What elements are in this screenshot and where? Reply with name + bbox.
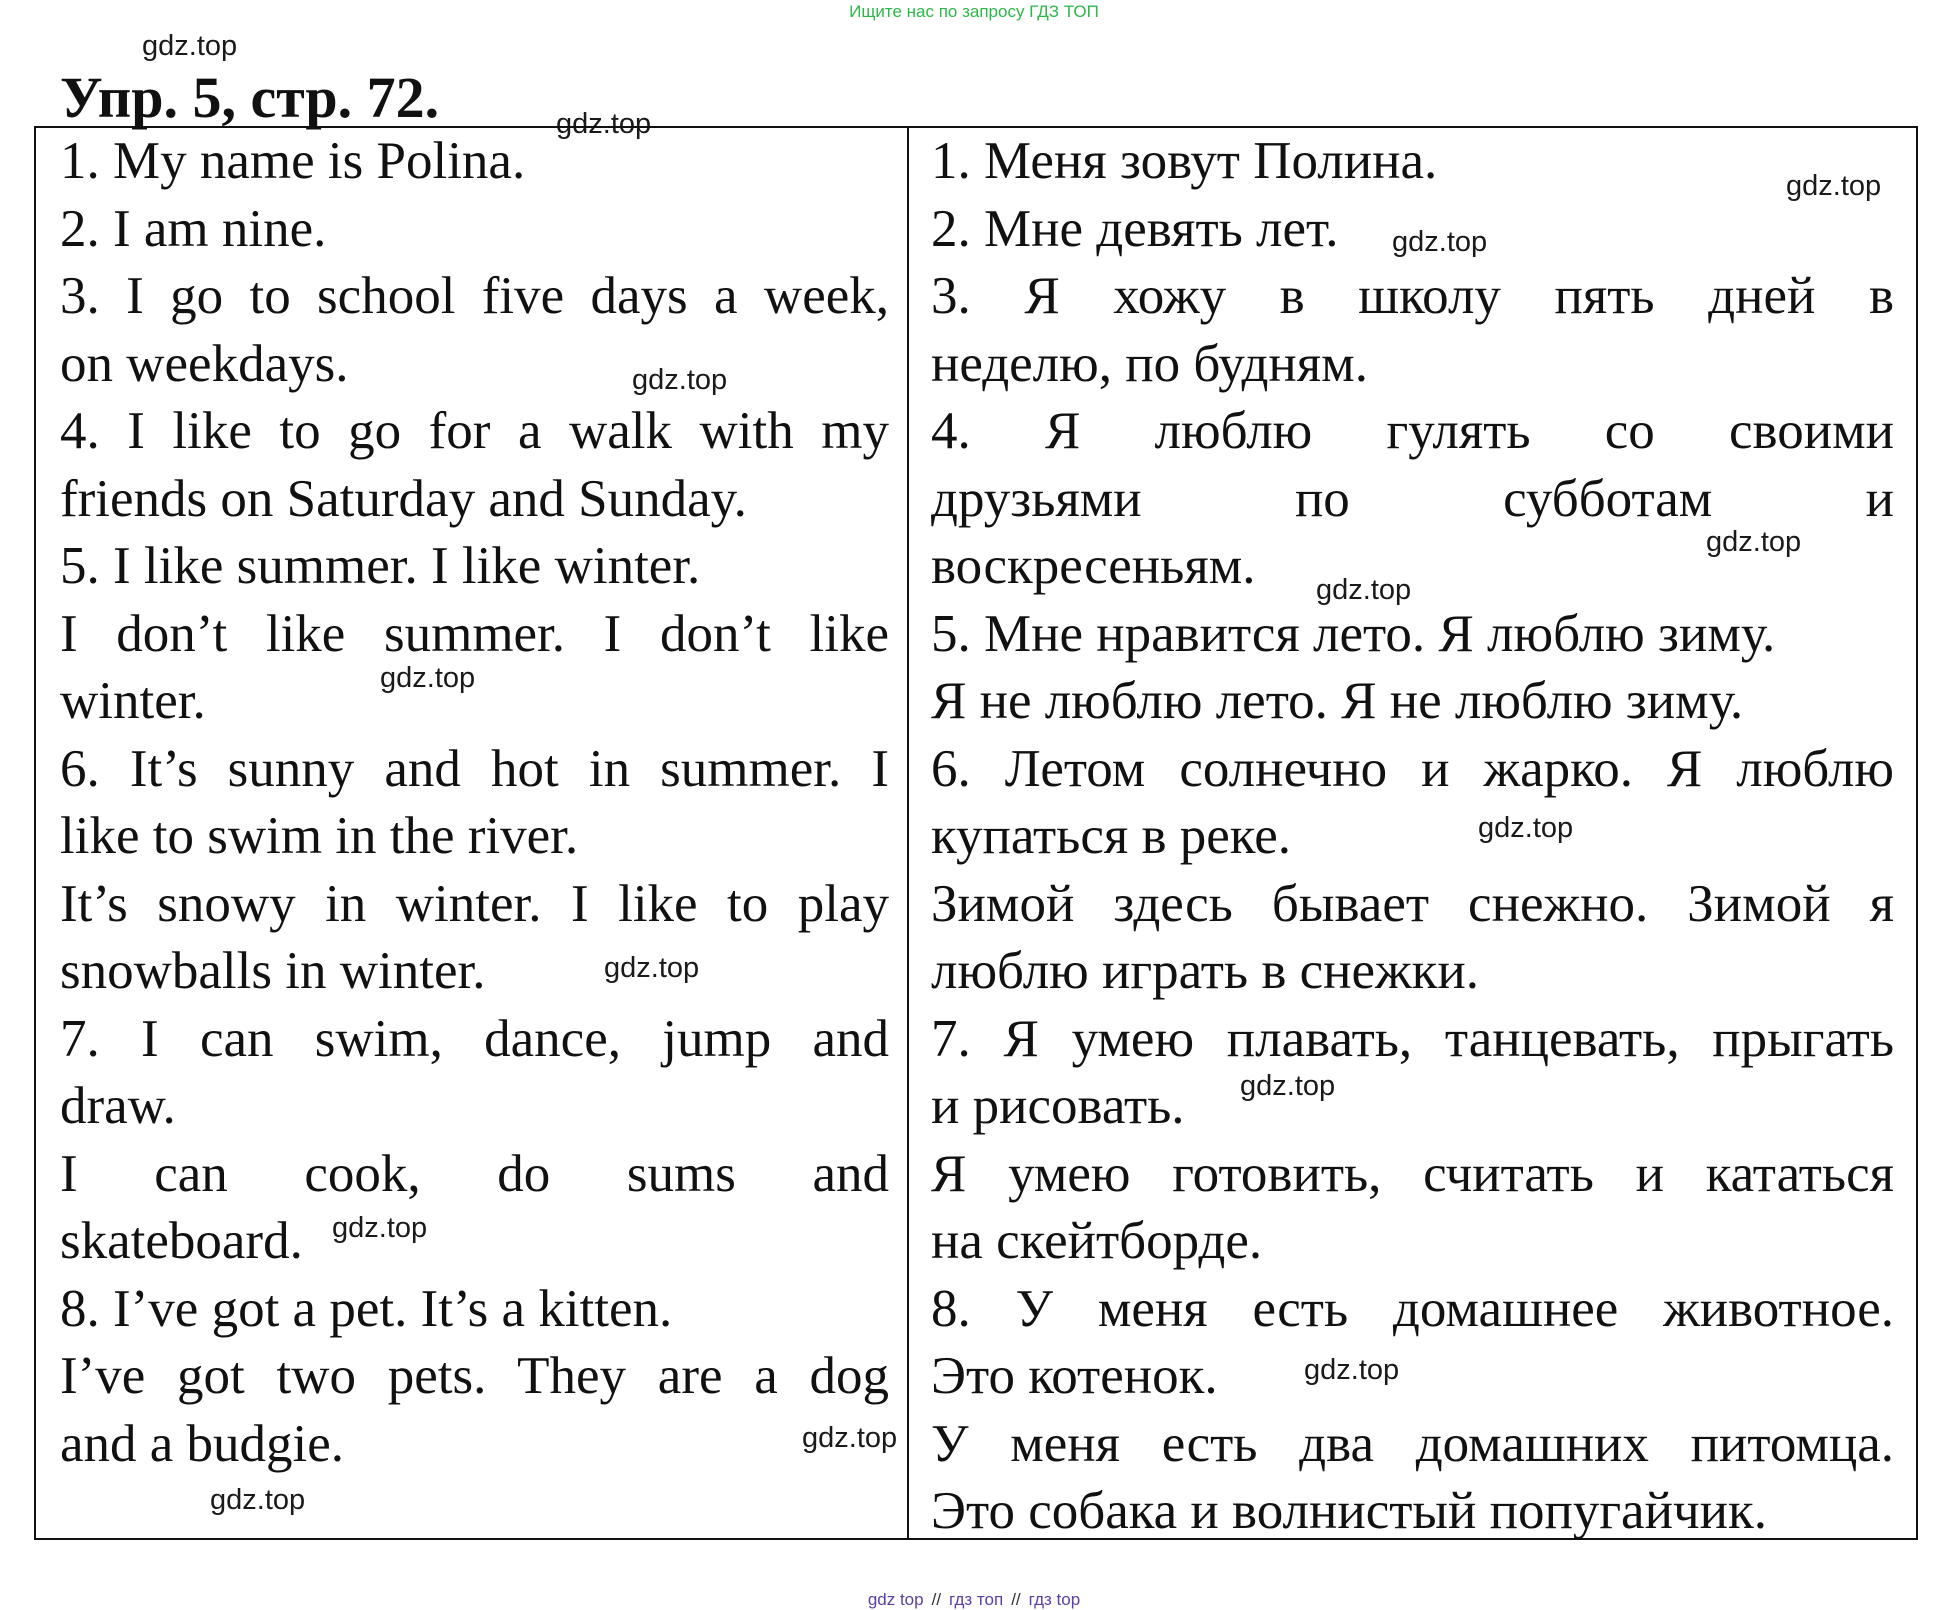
english-line: 6. It’s sunny and hot in summer. I <box>60 739 889 798</box>
russian-line: Зимой здесь бывает снежно. Зимой я <box>931 874 1894 933</box>
russian-line: и рисовать. <box>931 1077 1185 1135</box>
answer-table <box>34 126 1918 1540</box>
english-line: draw. <box>60 1077 176 1135</box>
english-line: like to swim in the river. <box>60 807 579 865</box>
watermark: gdz.top <box>632 364 728 396</box>
watermark: gdz.top <box>1304 1354 1400 1386</box>
watermark: gdz.top <box>142 30 238 62</box>
english-line: on weekdays. <box>60 334 349 393</box>
watermark: gdz.top <box>332 1212 428 1244</box>
watermark: gdz.top <box>802 1422 898 1454</box>
watermark: gdz.top <box>1786 170 1882 202</box>
footer-link[interactable]: гдз top <box>1028 1590 1081 1609</box>
russian-line: Я не люблю лето. Я не люблю зиму. <box>931 672 1744 730</box>
english-line: winter. <box>60 672 206 730</box>
russian-line: 7. Я умею плавать, танцевать, прыгать <box>931 1009 1894 1068</box>
english-line: friends on Saturday and Sunday. <box>60 469 747 528</box>
russian-line: 1. Меня зовут Полина. <box>931 132 1438 190</box>
russian-line: люблю играть в снежки. <box>931 942 1479 1000</box>
top-search-banner[interactable]: Ищите нас по запросу ГДЗ ТОП <box>849 2 1099 21</box>
russian-line: 8. У меня есть домашнее животное. <box>931 1279 1894 1338</box>
footer-separator: // <box>931 1590 942 1609</box>
english-column <box>36 128 909 1538</box>
english-line: snowballs in winter. <box>60 942 486 1000</box>
english-line: I don’t like summer. I don’t like <box>60 604 889 663</box>
russian-line: Это собака и волнистый попугайчик. <box>931 1482 1767 1540</box>
english-line: skateboard. <box>60 1212 303 1270</box>
english-line: I can cook, do sums and <box>60 1144 889 1203</box>
english-line: 7. I can swim, dance, jump and <box>60 1009 889 1068</box>
russian-line: на скейтборде. <box>931 1212 1263 1270</box>
watermark: gdz.top <box>1392 226 1488 258</box>
russian-line: 4. Я люблю гулять со своими <box>931 402 1894 460</box>
russian-line: У меня есть два домашних питомца. <box>931 1414 1894 1473</box>
english-line: I’ve got two pets. They are a dog <box>60 1347 889 1405</box>
russian-line: Это котенок. <box>931 1347 1218 1405</box>
footer-link[interactable]: gdz top <box>867 1590 924 1609</box>
russian-line: 2. Мне девять лет. <box>931 199 1339 258</box>
russian-column <box>909 128 1916 1538</box>
russian-line: друзьями по субботам и <box>931 469 1894 528</box>
russian-line: купаться в реке. <box>931 807 1292 865</box>
english-line: 3. I go to school five days a week, <box>60 267 889 325</box>
watermark: gdz.top <box>210 1484 306 1516</box>
english-line: 1. My name is Polina. <box>60 132 526 190</box>
english-line: and a budgie. <box>60 1414 345 1473</box>
footer-link[interactable]: гдз топ <box>949 1590 1004 1609</box>
watermark: gdz.top <box>1706 526 1802 558</box>
watermark: gdz.top <box>1240 1070 1336 1102</box>
english-line: 5. I like summer. I like winter. <box>60 537 701 595</box>
watermark: gdz.top <box>380 662 476 694</box>
english-line: 8. I’ve got a pet. It’s a kitten. <box>60 1279 673 1338</box>
exercise-title: Упр. 5, стр. 72. <box>60 65 440 130</box>
english-line: 2. I am nine. <box>60 199 327 258</box>
watermark: gdz.top <box>556 108 652 140</box>
russian-line: неделю, по будням. <box>931 334 1368 393</box>
watermark: gdz.top <box>1478 812 1574 844</box>
watermark: gdz.top <box>604 952 700 984</box>
russian-line: 6. Летом солнечно и жарко. Я люблю <box>931 739 1894 798</box>
footer-links <box>0 1590 1948 1610</box>
english-line: 4. I like to go for a walk with my <box>60 402 889 460</box>
russian-line: Я умею готовить, считать и кататься <box>931 1144 1894 1203</box>
english-line: It’s snowy in winter. I like to play <box>60 874 889 933</box>
russian-line: 5. Мне нравится лето. Я люблю зиму. <box>931 604 1776 663</box>
watermark: gdz.top <box>1316 574 1412 606</box>
russian-line: 3. Я хожу в школу пять дней в <box>931 267 1894 325</box>
russian-line: воскресеньям. <box>931 537 1256 595</box>
footer-separator: // <box>1011 1590 1021 1609</box>
